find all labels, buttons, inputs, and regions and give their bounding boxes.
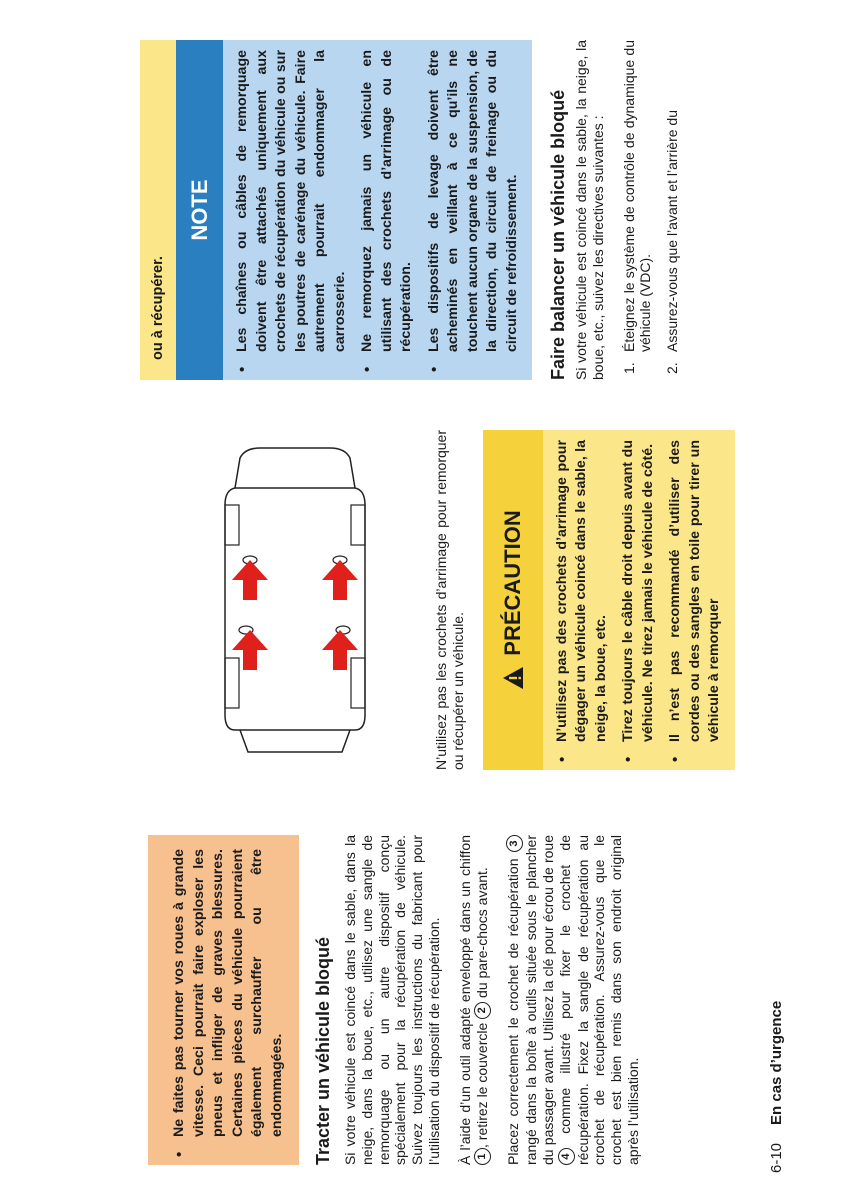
- column-1: [120, 835, 642, 1165]
- note-title: NOTE: [186, 179, 212, 241]
- caution-header: [483, 430, 543, 770]
- para-rock-intro: Si votre véhicule est coincé dans le sable, la neige, la boue, etc., suivez les directives suivantes :: [573, 40, 606, 380]
- para-remove-cover: À l’aide d’un outil adapté enveloppé dans un chiffon 1, retirez le couvercle 2 du pare-chocs avant.: [456, 835, 490, 1165]
- note-body: [223, 40, 532, 380]
- diagram-caption: N’utilisez pas les crochets d’arrimage pour remorquer ou récupérer un véhicule.: [433, 430, 466, 770]
- column-2: [140, 430, 735, 770]
- note-item: • Ne remorquez jamais un véhicule en utilisant des crochets d’arrimage ou de récupération.: [358, 50, 417, 380]
- column-3: [140, 40, 681, 380]
- step-item: 1. Éteignez le système de contrôle de dynamique du véhicule (VDC).: [620, 40, 654, 374]
- warning-box: [148, 835, 299, 1165]
- page-number: 6-10: [768, 1142, 785, 1173]
- heading-tow-stuck: Tracter un véhicule bloqué: [313, 936, 333, 1165]
- vehicle-tie-down-diagram: [140, 430, 425, 770]
- callout-4: 4: [558, 1148, 575, 1165]
- para-install-hook: Placez correctement le crochet de récupération 3 rangé dans la boîte à outils située sous le plancher du passager avant. Utilisez la clé pour écrou de roue 4 comme illustré pour fixer le crochet de récupération. Fixez la sangle de récupération au crochet de récupération. Assurez-vous que le crochet est bien remis dans son endroit original après l’utilisation.: [505, 835, 641, 1165]
- para-tow-intro: Si votre véhicule est coincé dans le sable, dans la neige, dans la boue, etc., utilisez une sangle de remorquage ou un autre dispositif conçu spécialement pour la récupération de véhicule. Suivez toujours les instructions du fabricant pour l’utilisation du dispositif de récupération.: [342, 835, 442, 1165]
- heading-rock-vehicle: Faire balancer un véhicule bloqué: [548, 89, 568, 380]
- caution-item: • Il n’est pas recommandé d’utiliser des cordes ou des sangles en toile pour tirer un véhicule à remorquer: [666, 440, 725, 770]
- note-header: [176, 40, 223, 380]
- note-item: • Les chaînes ou câbles de remorquage doivent être attachés uniquement aux crochets de récupération du véhicule ou sur les poutres de carénage du véhicule. Faire autrement pourrait endommager la carrosserie.: [233, 50, 350, 380]
- note-item: • Les dispositifs de levage doivent être acheminés en veillant à ce qu’ils ne touchent aucun organe de la suspension, de la direction, du circuit de freinage ou du circuit de refroidissement.: [425, 50, 523, 380]
- caution-item: • N’utilisez pas des crochets d’arrimage pour dégager un véhicule coincé dans le sable, la neige, la boue, etc.: [553, 440, 612, 770]
- step-item: 2. Assurez-vous que l’avant et l’arrière du: [664, 109, 681, 374]
- rock-steps: [621, 40, 681, 380]
- section-title: En cas d’urgence: [768, 1000, 785, 1125]
- callout-3: 3: [506, 835, 523, 852]
- caution-item: • Tirez toujours le câble droit depuis avant du véhicule. Ne tirez jamais le véhicule de côté.: [619, 440, 658, 770]
- caution-box: [483, 430, 735, 770]
- continuation-text: ou à récupérer.: [150, 256, 166, 360]
- note-box: [176, 40, 532, 380]
- page-footer: [768, 1001, 785, 1173]
- callout-1: 1: [474, 1148, 491, 1165]
- callout-2: 2: [474, 1002, 491, 1019]
- caution-title: PRÉCAUTION: [499, 510, 525, 656]
- warning-item: • Ne faites pas tourner vos roues à grande vitesse. Ceci pourrait faire exploser les pneus et infliger de graves blessures. Certaines pièces du véhicule pourraient également surchauffer ou être endommagées.: [170, 849, 287, 1165]
- continuation-box: [140, 40, 176, 380]
- warning-triangle-icon: [502, 666, 524, 690]
